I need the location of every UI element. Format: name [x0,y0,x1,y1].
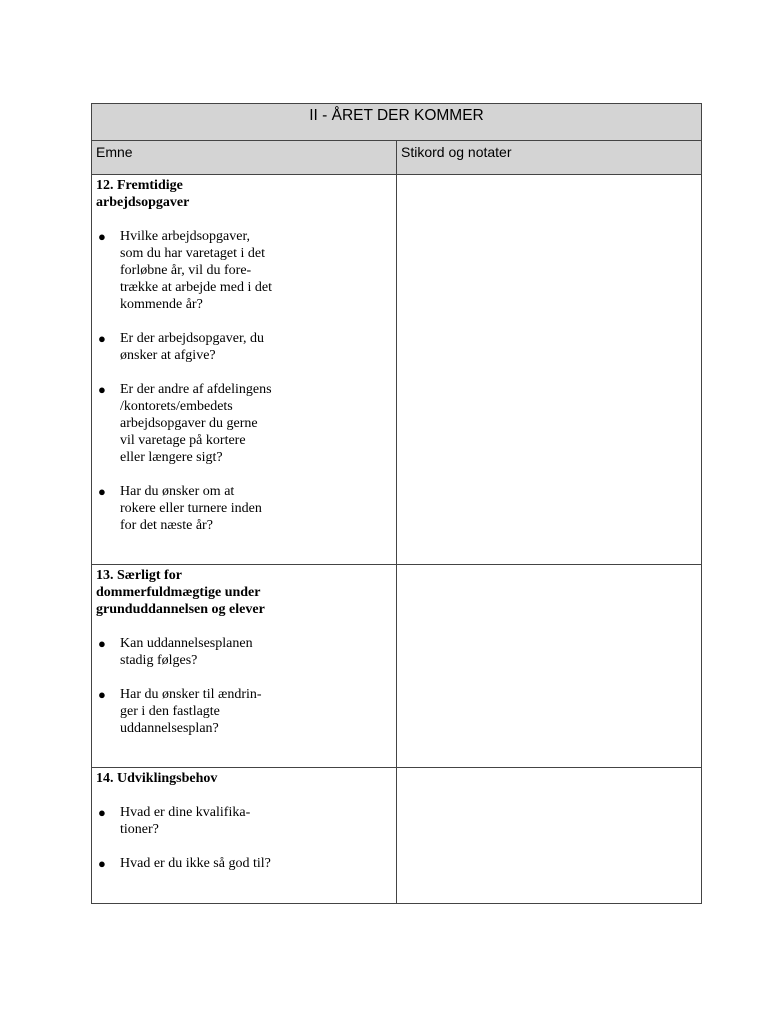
topic-cell-13 [92,565,397,768]
title-row [92,104,702,141]
bullet-icon: ● [98,382,106,397]
section-12-question-list [96,228,392,534]
list-item [96,804,392,838]
notes-field-14[interactable] [397,768,702,904]
question-line: /kontorets/embedets [120,399,233,414]
question-line: Er der arbejdsopgaver, du [120,331,265,346]
list-item [96,228,392,313]
question-line: Hvad er dine kvalifika- [120,805,251,820]
list-item [96,483,392,534]
question-line: Er der andre af afdelingens [120,382,272,397]
bullet-icon: ● [98,484,106,499]
question-line: rokere eller turnere inden [120,501,262,516]
bullet-icon: ● [98,687,106,702]
question-line: Hvilke arbejdsopgaver, [120,229,251,244]
topic-column-header [92,141,397,175]
section-14-heading-line-1: 14. Udviklingsbehov [96,771,218,786]
question-line: uddannelsesplan? [120,721,219,736]
section-13-question-list [96,635,392,737]
question-line: forløbne år, vil du fore- [120,263,252,278]
topic-header-label: Emne [96,144,133,160]
section-12-heading [96,177,392,211]
section-13-heading [96,567,392,618]
section-12-heading-line-2: arbejdsopgaver [96,195,190,210]
question-line: Kan uddannelsesplanen [120,636,253,651]
question-line: for det næste år? [120,518,213,533]
section-title: II - ÅRET DER KOMMER [92,104,702,141]
notes-field-12[interactable] [397,175,702,565]
question-line: vil varetage på kortere [120,433,246,448]
list-item [96,855,392,872]
section-14-heading [96,770,392,787]
header-row [92,141,702,175]
question-line: som du har varetaget i det [120,246,266,261]
question-line: stadig følges? [120,653,198,668]
table-row-section-14 [92,768,702,904]
question-line: Har du ønsker til ændrin- [120,687,262,702]
question-line: eller længere sigt? [120,450,223,465]
notes-column-header [397,141,702,175]
list-item [96,635,392,669]
interview-form-table [91,103,702,904]
section-14-question-list [96,804,392,872]
section-13-heading-line-3: grunduddannelsen og elever [96,602,265,617]
question-line: trække at arbejde med i det [120,280,272,295]
bullet-icon: ● [98,636,106,651]
question-line: ønsker at afgive? [120,348,216,363]
question-line: tioner? [120,822,159,837]
section-13-heading-line-2: dommerfuldmægtige under [96,585,261,600]
table-row-section-12 [92,175,702,565]
section-12-heading-line-1: 12. Fremtidige [96,178,183,193]
question-line: ger i den fastlagte [120,704,220,719]
list-item [96,381,392,466]
bullet-icon: ● [98,331,106,346]
notes-header-label: Stikord og notater [401,144,512,160]
notes-field-13[interactable] [397,565,702,768]
question-line: kommende år? [120,297,203,312]
question-line: Hvad er du ikke så god til? [120,856,271,871]
list-item [96,330,392,364]
section-13-heading-line-1: 13. Særligt for [96,568,182,583]
list-item [96,686,392,737]
table-row-section-13 [92,565,702,768]
topic-cell-14 [92,768,397,904]
bullet-icon: ● [98,856,106,871]
topic-cell-12 [92,175,397,565]
bullet-icon: ● [98,805,106,820]
bullet-icon: ● [98,229,106,244]
question-line: arbejdsopgaver du gerne [120,416,258,431]
question-line: Har du ønsker om at [120,484,235,499]
